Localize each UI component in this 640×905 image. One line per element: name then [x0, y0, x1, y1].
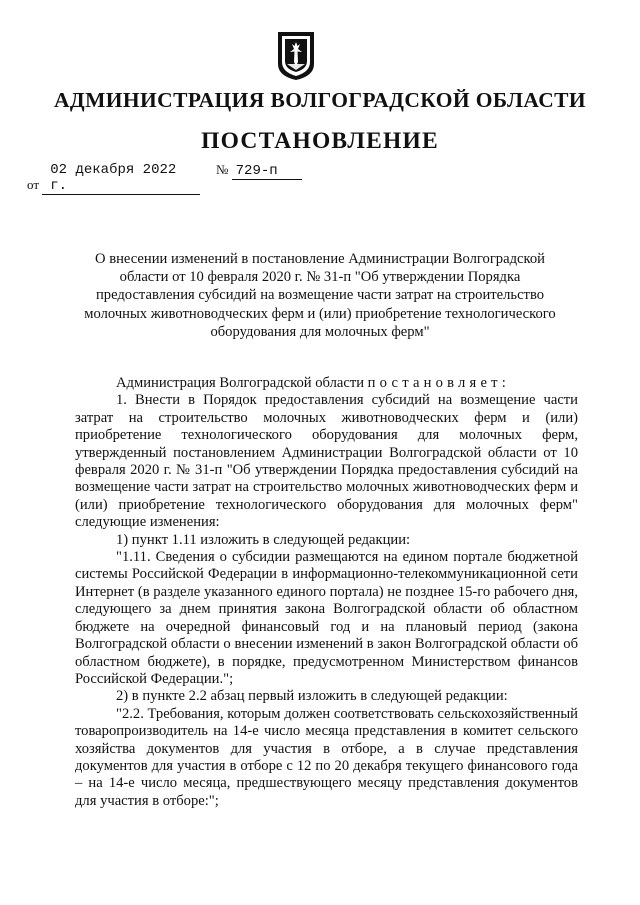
document-type-title: ПОСТАНОВЛЕНИЕ	[201, 128, 439, 154]
number-field	[216, 162, 302, 180]
paragraph-4: 2) в пункте 2.2 абзац первый изложить в следующей редакции:	[116, 688, 508, 705]
document-subject: О внесении изменений в постановление Администрации Волгоградской области от 10 февраля 2020 г. № 31-п "Об утверждении Порядка предоставления субсидий на возмещение части затрат на строительство молочных животноводческих ферм и (или) приобретение технологического оборудования для молочных ферм"	[84, 251, 556, 340]
date-prefix: от	[27, 177, 40, 192]
volgograd-coat-of-arms-icon	[276, 30, 316, 82]
paragraph-2: 1) пункт 1.11 изложить в следующей редакции:	[116, 531, 411, 548]
paragraph-3: "1.11. Сведения о субсидии размещаются на едином портале бюджетной системы Российской Федерации в информационно-телекоммуникационной сети Интернет (в разделе указанного единого портала) не позднее 15-го рабочего дня, следующего за днем принятия закона Волгоградской области об областном бюджете на очередной финансовый год и на плановый период (закона Волгоградской области о внесении изменений в закон Волгоградской области об областном бюджете), в порядке, предусмотренном Министерством финансов Российской Федерации.";	[75, 549, 578, 687]
organization-title: АДМИНИСТРАЦИЯ ВОЛГОГРАДСКОЙ ОБЛАСТИ	[53, 88, 587, 112]
document-body	[75, 375, 578, 810]
intro-verb: постановляет:	[367, 375, 510, 391]
paragraph-1: 1. Внести в Порядок предоставления субсидий на возмещение части затрат на строительство молочных животноводческих ферм и (или) приобретение технологического оборудования для молочных ферм, утвержденный постановлением Администрации Волгоградской области от 10 февраля 2020 г. № 31-п "Об утверждении Порядка предоставления субсидий на возмещение части затрат на строительство молочных животноводческих ферм и (или) приобретение технологического оборудования для молочных ферм" следующие изменения:	[75, 392, 578, 531]
intro-lead: Администрация Волгоградской области	[116, 375, 365, 391]
intro-paragraph	[75, 375, 578, 392]
paragraph-5: "2.2. Требования, которым должен соответствовать сельскохозяйственный товаропроизводитель на 14-е число месяца представления в комитет сельского хозяйства документов для участия в отборе, а в случае представления документов для участия в отборе с 12 по 20 декабря текущего финансового года – на 14-е число месяца, предшествующего месяцу представления документов для участия в отборе:";	[75, 705, 578, 809]
number-prefix: №	[216, 162, 229, 177]
document-date: 02 декабря 2022 г.	[42, 162, 200, 195]
document-number: 729-п	[232, 163, 302, 180]
date-field	[27, 162, 200, 195]
